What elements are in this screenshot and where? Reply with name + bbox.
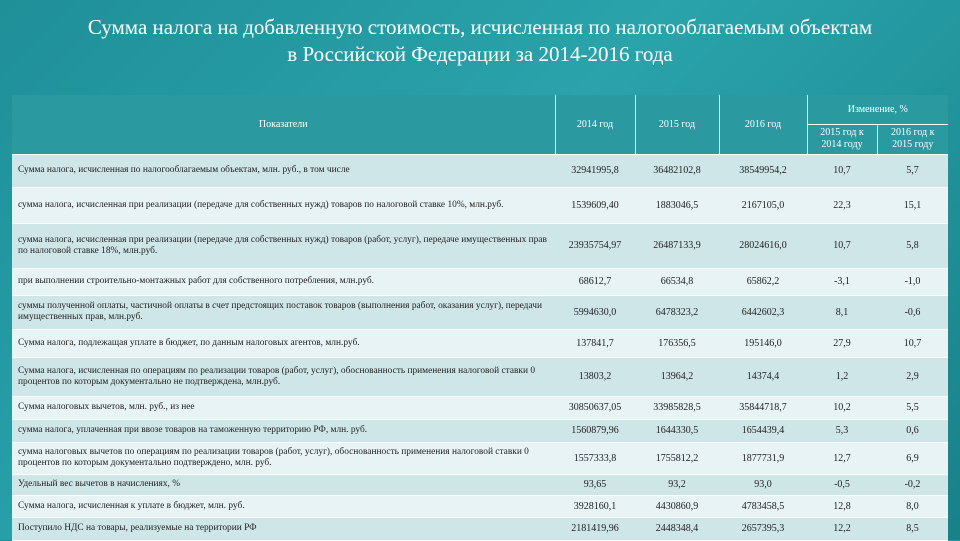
cell-2015: 93,2 [635,474,719,495]
table-row [12,495,948,517]
cell-change-2015: -0,5 [807,474,877,495]
table-row [12,419,948,442]
row-label: сумма налоговых вычетов по операциям по реализации товаров (работ, услуг), обоснованность применения налоговой ставки 0 процентов по которым документально подтверждено, млн. руб. [12,442,555,474]
cell-2015: 13964,2 [635,357,719,396]
cell-2016: 6442602,3 [719,295,807,329]
row-label: Поступило НДС на товары, реализуемые на территории РФ [12,517,555,540]
cell-change-2016: 6,9 [877,442,948,474]
header-2015: 2015 год [635,95,719,154]
cell-change-2015: 10,7 [807,223,877,268]
cell-change-2016: 0,6 [877,419,948,442]
cell-2014: 68612,7 [555,268,635,295]
header-change-2016: 2016 год к 2015 году [877,124,948,154]
vat-table-body [12,154,948,540]
cell-change-2016: 5,8 [877,223,948,268]
cell-2016: 38549954,2 [719,154,807,187]
table-row [12,442,948,474]
table-row [12,295,948,329]
cell-2014: 93,65 [555,474,635,495]
cell-2015: 36482102,8 [635,154,719,187]
cell-change-2016: 5,5 [877,396,948,419]
cell-2015: 2448348,4 [635,517,719,540]
cell-change-2015: 5,3 [807,419,877,442]
table-row [12,357,948,396]
cell-2015: 1644330,5 [635,419,719,442]
cell-2014: 2181419,96 [555,517,635,540]
table-row [12,268,948,295]
cell-change-2016: 5,7 [877,154,948,187]
cell-2016: 14374,4 [719,357,807,396]
cell-change-2016: 15,1 [877,187,948,223]
cell-2014: 13803,2 [555,357,635,396]
cell-2015: 1755812,2 [635,442,719,474]
cell-change-2015: -3,1 [807,268,877,295]
cell-2016: 2657395,3 [719,517,807,540]
cell-2015: 6478323,2 [635,295,719,329]
vat-table-container [12,95,948,534]
cell-2014: 1539609,40 [555,187,635,223]
cell-2016: 93,0 [719,474,807,495]
table-row [12,223,948,268]
cell-change-2015: 12,2 [807,517,877,540]
cell-2015: 4430860,9 [635,495,719,517]
cell-change-2015: 10,2 [807,396,877,419]
header-2016: 2016 год [719,95,807,154]
cell-2015: 1883046,5 [635,187,719,223]
row-label: Сумма налога, исчисленная по операциям по реализации товаров (работ, услуг), обоснованность применения налоговой ставки 0 процентов по которым документально не подтверждена, млн.руб. [12,357,555,396]
cell-2016: 1877731,9 [719,442,807,474]
slide-title-line2: в Российской Федерации за 2014-2016 года [287,42,673,66]
table-row [12,154,948,187]
table-row [12,187,948,223]
row-label: Сумма налога, исчисленная к уплате в бюджет, млн. руб. [12,495,555,517]
vat-table [12,95,948,541]
cell-change-2015: 1,2 [807,357,877,396]
cell-2016: 35844718,7 [719,396,807,419]
row-label: Сумма налоговых вычетов, млн. руб., из нее [12,396,555,419]
cell-change-2016: 10,7 [877,329,948,357]
cell-2015: 66534,8 [635,268,719,295]
cell-change-2016: -1,0 [877,268,948,295]
cell-2015: 33985828,5 [635,396,719,419]
row-label: суммы полученной оплаты, частичной оплаты в счет предстоящих поставок товаров (выполнения работ, оказания услуг), передачи имущественных прав, млн.руб. [12,295,555,329]
cell-2014: 5994630,0 [555,295,635,329]
row-label: при выполнении строительно-монтажных работ для собственного потребления, млн.руб. [12,268,555,295]
header-change: Изменение, % [807,95,948,124]
cell-2014: 1560879,96 [555,419,635,442]
cell-2016: 65862,2 [719,268,807,295]
cell-change-2016: -0,2 [877,474,948,495]
row-label: сумма налога, уплаченная при ввозе товаров на таможенную территорию РФ, млн. руб. [12,419,555,442]
cell-change-2015: 8,1 [807,295,877,329]
row-label: Сумма налога, исчисленная по налогооблагаемым объектам, млн. руб., в том числе [12,154,555,187]
slide-title [0,14,960,68]
cell-change-2015: 27,9 [807,329,877,357]
cell-change-2016: 2,9 [877,357,948,396]
header-indicator: Показатели [12,95,555,154]
cell-change-2015: 12,8 [807,495,877,517]
cell-2014: 32941995,8 [555,154,635,187]
cell-2016: 195146,0 [719,329,807,357]
cell-2014: 23935754,97 [555,223,635,268]
cell-2016: 28024616,0 [719,223,807,268]
table-row [12,474,948,495]
cell-change-2016: -0,6 [877,295,948,329]
row-label: Удельный вес вычетов в начислениях, % [12,474,555,495]
row-label: сумма налога, исчисленная при реализации (передаче для собственных нужд) товаров по налоговой ставке 10%, млн.руб. [12,187,555,223]
cell-2016: 1654439,4 [719,419,807,442]
cell-2015: 26487133,9 [635,223,719,268]
cell-change-2015: 10,7 [807,154,877,187]
table-row [12,517,948,540]
cell-change-2015: 12,7 [807,442,877,474]
cell-2016: 2167105,0 [719,187,807,223]
cell-2016: 4783458,5 [719,495,807,517]
table-row [12,329,948,357]
cell-change-2016: 8,5 [877,517,948,540]
cell-2014: 137841,7 [555,329,635,357]
slide-title-line1: Сумма налога на добавленную стоимость, исчисленная по налогооблагаемым объектам [87,15,873,39]
header-2014: 2014 год [555,95,635,154]
cell-2014: 1557333,8 [555,442,635,474]
table-row [12,396,948,419]
row-label: Сумма налога, подлежащая уплате в бюджет, по данным налоговых агентов, млн.руб. [12,329,555,357]
cell-change-2016: 8,0 [877,495,948,517]
cell-2015: 176356,5 [635,329,719,357]
row-label: сумма налога, исчисленная при реализации (передаче для собственных нужд) товаров (работ, услуг), передаче имущественных прав по налоговой ставке 18%, млн.руб. [12,223,555,268]
cell-2014: 30850637,05 [555,396,635,419]
header-change-2015: 2015 год к 2014 году [807,124,877,154]
cell-change-2015: 22,3 [807,187,877,223]
cell-2014: 3928160,1 [555,495,635,517]
